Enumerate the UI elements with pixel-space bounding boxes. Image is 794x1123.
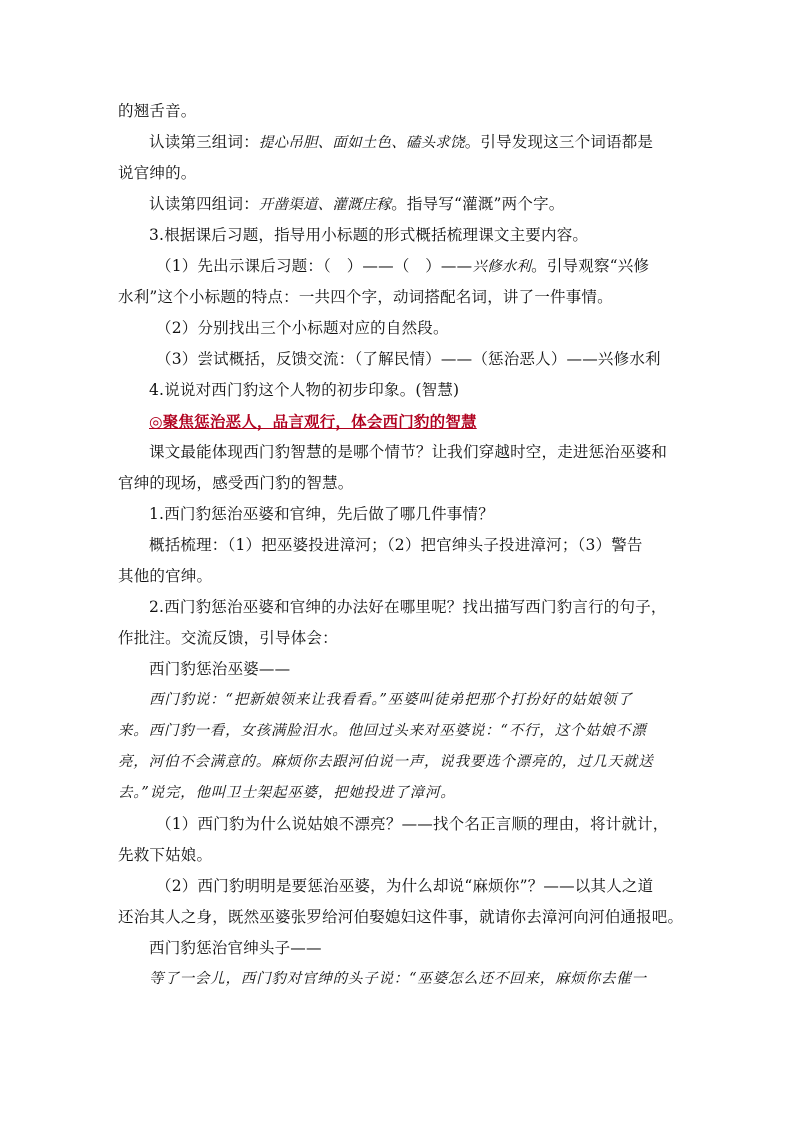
text-line [118,902,684,933]
text-segment: 其他的官绅。 [118,567,213,585]
text-line [118,189,680,220]
text-segment: 作批注。交流反馈，引导体会： [118,629,338,647]
text-line [118,840,680,871]
text-segment: 4.说说对西门豹这个人物的初步印象。(智慧) [149,381,460,399]
text-segment: 水利”这个小标题的特点：一共四个字，动词搭配名词，讲了一件事情。 [118,288,613,306]
text-line [118,685,680,716]
text-segment: 还治其人之身，既然巫婆张罗给河伯娶媳妇这件事，就请你去漳河向河伯通报吧。 [118,908,684,926]
text-segment: （1）先出示课后习题：（ ）——（ ）—— [156,257,473,275]
text-line [118,251,680,282]
text-line [118,933,680,964]
text-segment: 西门豹说：“把新娘领来让我看看。”巫婆叫徒弟把那个打扮好的姑娘领了 [149,692,633,708]
text-line [118,561,680,592]
text-line [118,96,680,127]
text-line [118,158,680,189]
text-line [118,871,680,902]
text-line [118,127,680,158]
text-segment: ◎聚焦惩治恶人，品言观行，体会西门豹的智慧 [149,412,477,431]
text-segment: 亮，河伯不会满意的。麻烦你去跟河伯说一声，说我要选个漂亮的，过几天就送 [118,754,654,770]
text-line [118,964,680,995]
text-segment: 。引导发现这三个词语都是 [464,133,654,151]
vocab-words: 开凿渠道、灌溉庄稼 [258,197,392,213]
text-line [118,437,680,468]
text-line [118,220,680,251]
document-body [118,96,684,995]
text-segment: 来。西门豹一看，女孩满脸泪水。他回过头来对巫婆说：“不行，这个姑娘不漂 [118,723,647,739]
text-segment: 1.西门豹惩治巫婆和官绅，先后做了哪几件事情？ [149,505,494,523]
text-line [118,778,680,809]
text-line [118,530,680,561]
text-line [118,468,680,499]
text-segment: 西门豹惩治官绅头子—— [149,939,322,957]
text-line [118,499,680,530]
text-line [118,716,680,747]
text-segment: 等了一会儿，西门豹对官绅的头子说：“巫婆怎么还不回来，麻烦你去催一 [149,971,647,987]
text-segment: （1）西门豹为什么说姑娘不漂亮？——找个名正言顺的理由，将计就计， [156,815,669,833]
section-heading [118,406,680,437]
text-segment: （2）分别找出三个小标题对应的自然段。 [156,319,449,337]
vocab-words: 提心吊胆、面如土色、磕头求饶 [258,135,465,151]
text-segment: 概括梳理：（1）把巫婆投进漳河；（2）把官绅头子投进漳河；（3）警告 [149,536,643,554]
text-segment: 2.西门豹惩治巫婆和官绅的办法好在哪里呢？找出描写西门豹言行的句子， [149,598,667,616]
text-segment: 。指导写“灌溉”两个字。 [391,195,565,213]
vocab-words: 兴修水利 [472,259,532,275]
text-line [118,654,680,685]
text-segment: 。引导观察“兴修 [531,257,650,275]
text-line [118,747,680,778]
text-segment: （3）尝试概括，反馈交流：（了解民情）——（惩治恶人）——兴修水利 [156,350,661,368]
text-line [118,809,680,840]
text-line [118,344,680,375]
text-line [118,313,680,344]
text-segment: 3.根据课后习题，指导用小标题的形式概括梳理课文主要内容。 [149,226,589,244]
text-line [118,592,680,623]
text-segment: 先救下姑娘。 [118,846,213,864]
text-segment: 官绅的现场，感受西门豹的智慧。 [118,474,354,492]
text-segment: 认读第三组词： [149,133,259,151]
text-segment: 的翘舌音。 [118,102,197,120]
text-segment: 课文最能体现西门豹智慧的是哪个情节？让我们穿越时空，走进惩治巫婆和 [149,443,668,461]
text-segment: 认读第四组词： [149,195,259,213]
text-segment: 去。”说完，他叫卫士架起巫婆，把她投进了漳河。 [118,785,456,801]
text-segment: （2）西门豹明明是要惩治巫婆，为什么却说“麻烦你”？——以其人之道 [156,877,654,895]
text-segment: 说官绅的。 [118,164,197,182]
text-line [118,282,680,313]
text-segment: 西门豹惩治巫婆—— [149,660,291,678]
text-line [118,623,680,654]
text-line [118,375,680,406]
